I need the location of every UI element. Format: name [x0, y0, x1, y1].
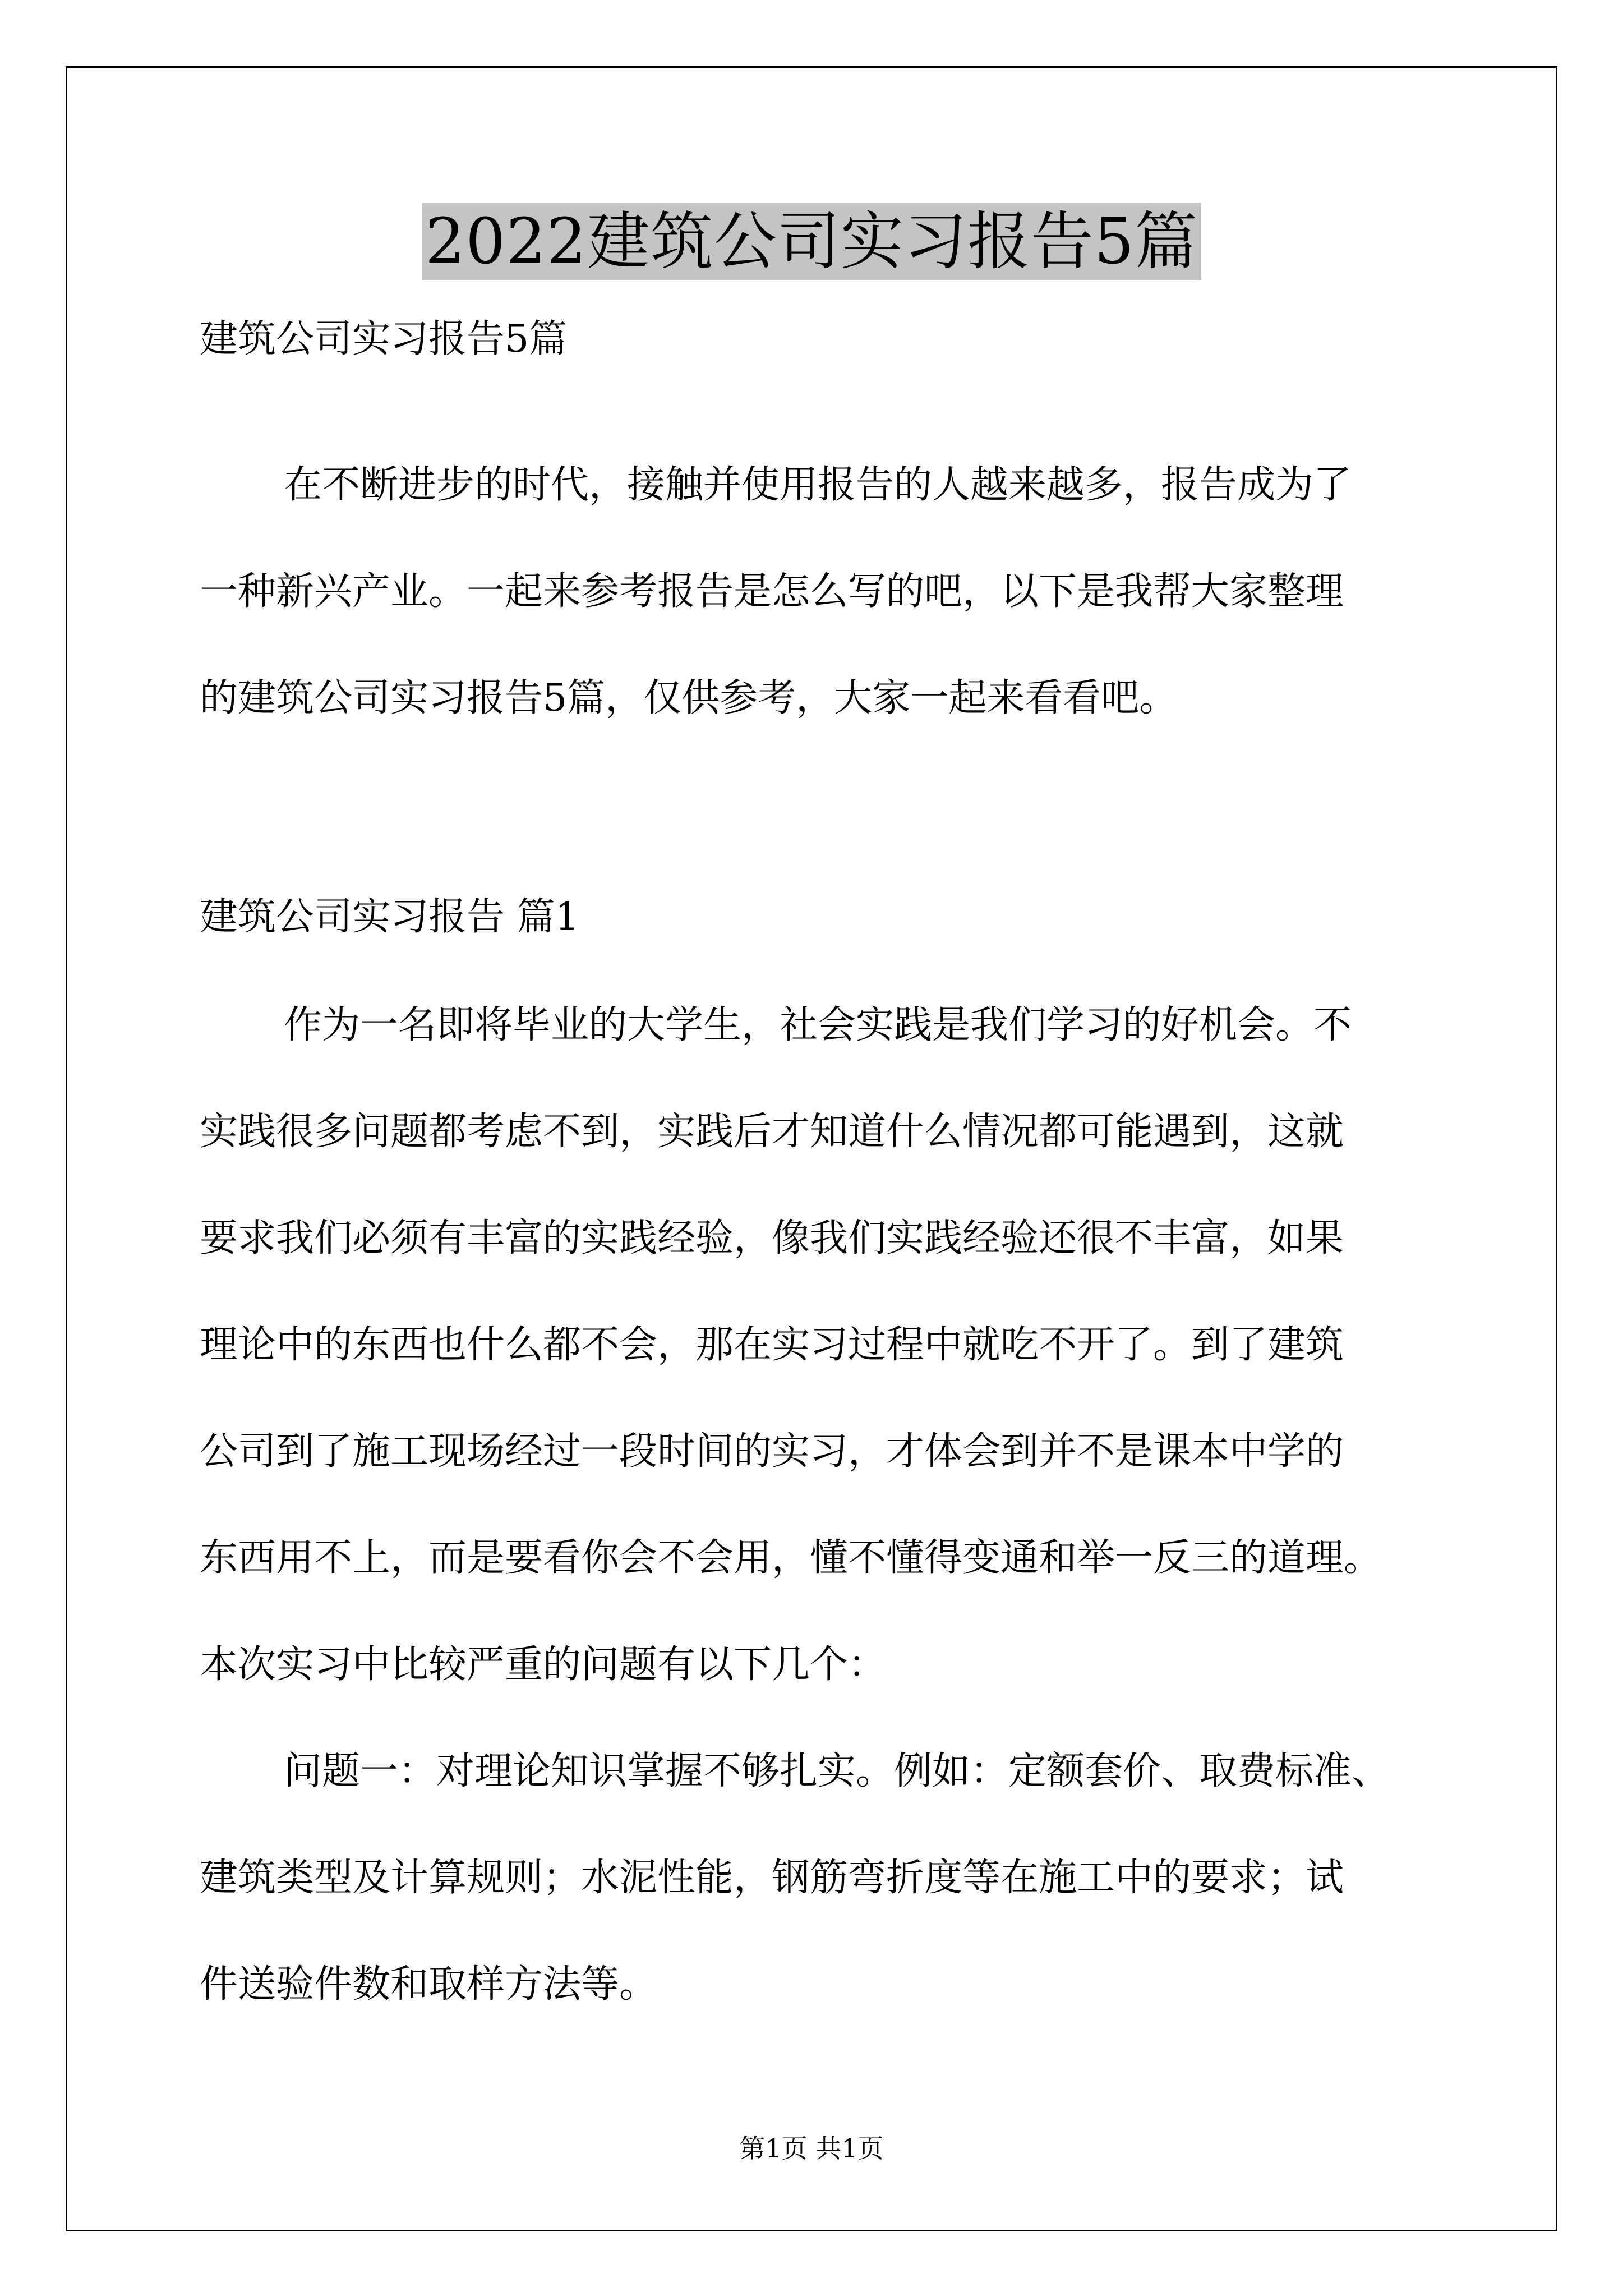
- paragraph-line: 作为一名即将毕业的大学生，社会实践是我们学习的好机会。不: [284, 1003, 1352, 1047]
- paragraph-line: 本次实习中比较严重的问题有以下几个：: [200, 1642, 887, 1687]
- title-wrapper: [0, 203, 1623, 280]
- document-subtitle: 建筑公司实习报告5篇: [200, 317, 568, 361]
- intro-line: 在不断进步的时代，接触并使用报告的人越来越多，报告成为了: [284, 463, 1352, 507]
- paragraph-line: 建筑类型及计算规则；水泥性能，钢筋弯折度等在施工中的要求；试: [200, 1856, 1344, 1900]
- document-title: 2022建筑公司实习报告5篇: [422, 203, 1201, 280]
- paragraph-line: 理论中的东西也什么都不会，那在实习过程中就吃不开了。到了建筑: [200, 1323, 1344, 1367]
- paragraph-line: 问题一：对理论知识掌握不够扎实。例如：定额套价、取费标准、: [284, 1749, 1390, 1793]
- paragraph-line: 要求我们必须有丰富的实践经验，像我们实践经验还很不丰富，如果: [200, 1216, 1344, 1260]
- page-footer: 第1页 共1页: [739, 2133, 884, 2164]
- intro-line: 一种新兴产业。一起来参考报告是怎么写的吧，以下是我帮大家整理: [200, 569, 1344, 614]
- paragraph-line: 公司到了施工现场经过一段时间的实习，才体会到并不是课本中学的: [200, 1429, 1344, 1474]
- paragraph-line: 实践很多问题都考虑不到，实践后才知道什么情况都可能遇到，这就: [200, 1110, 1344, 1154]
- section-heading: 建筑公司实习报告 篇1: [200, 895, 579, 939]
- paragraph-line: 东西用不上，而是要看你会不会用，懂不懂得变通和举一反三的道理。: [200, 1536, 1382, 1580]
- paragraph-line: 件送验件数和取样方法等。: [200, 1962, 658, 2007]
- intro-line: 的建筑公司实习报告5篇，仅供参考，大家一起来看看吧。: [200, 676, 1178, 720]
